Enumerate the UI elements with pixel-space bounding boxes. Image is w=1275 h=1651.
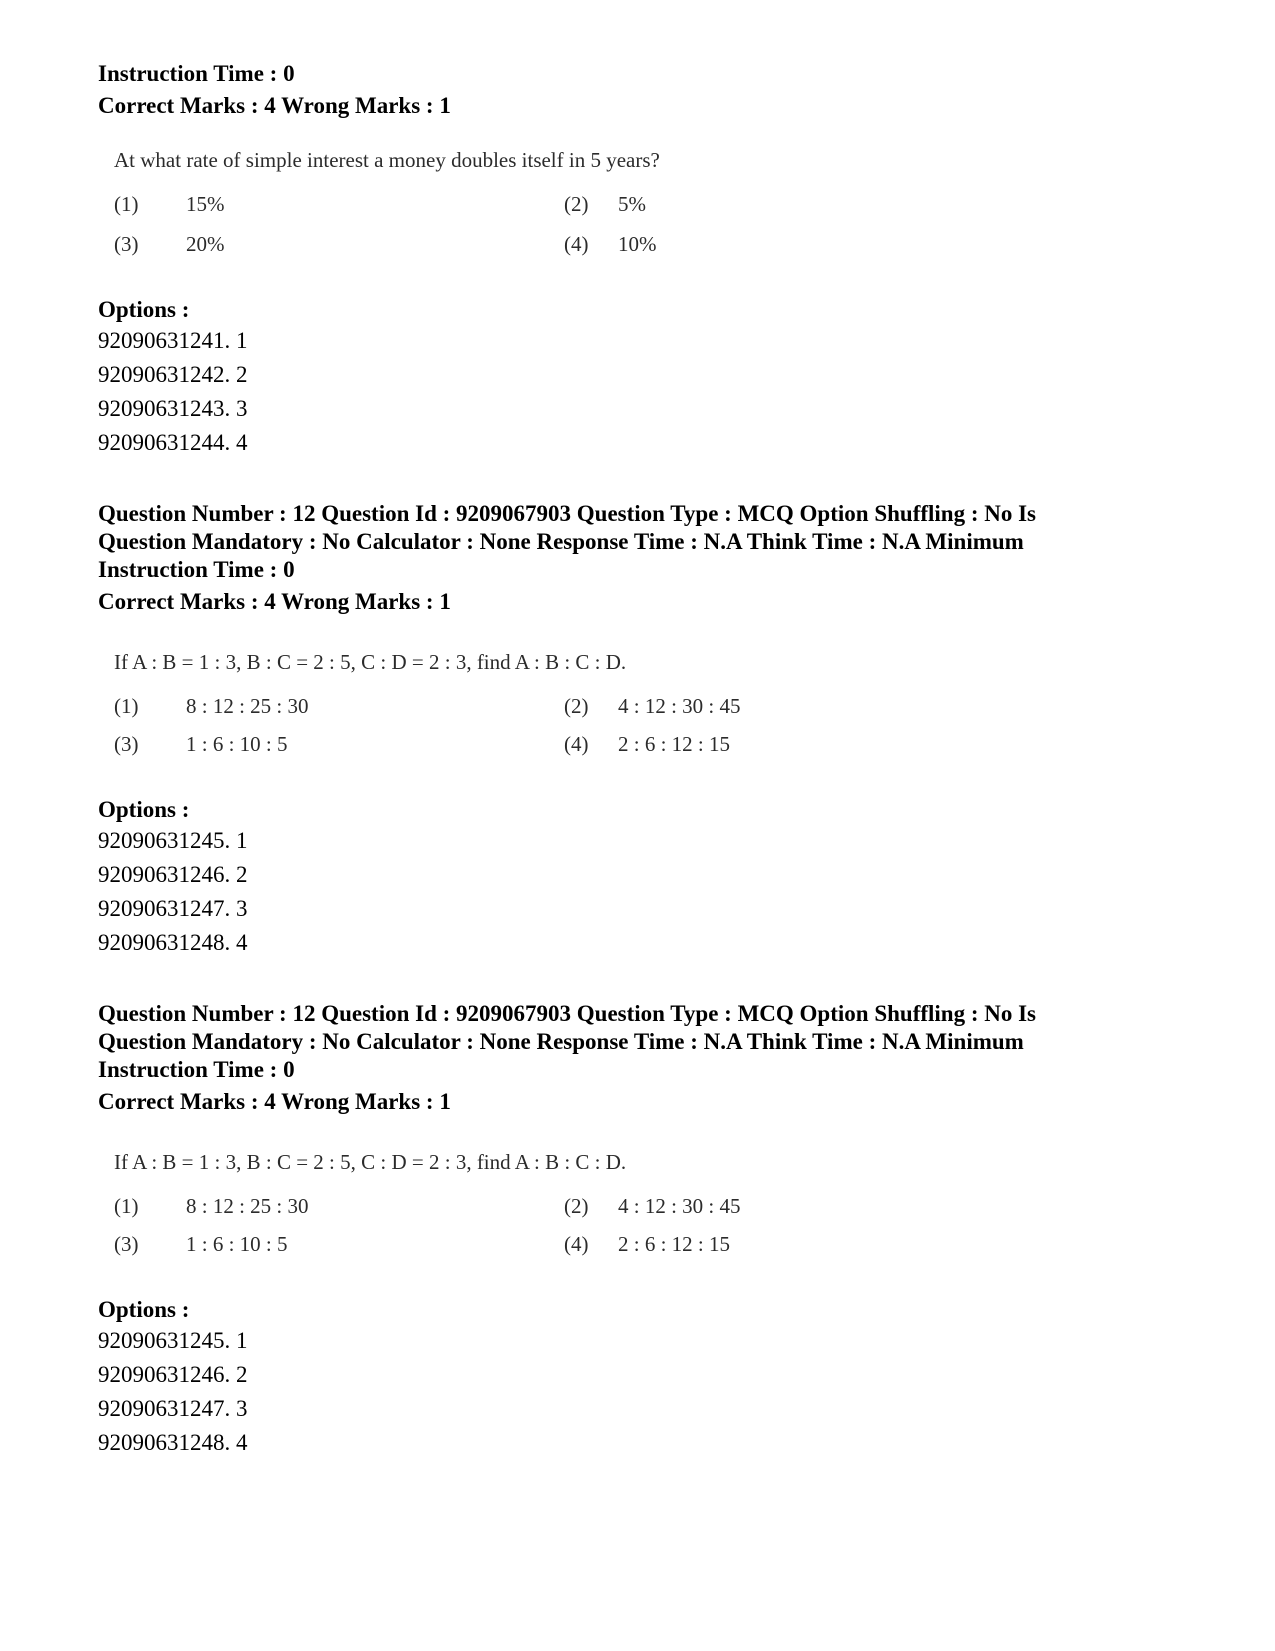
option-item: 92090631243. 3 [98, 396, 248, 421]
choice-number: (1) [114, 192, 139, 216]
question-image [114, 650, 814, 770]
meta-line: Instruction Time : 0 [98, 61, 295, 86]
marks-line: Correct Marks : 4 Wrong Marks : 1 [98, 1089, 451, 1114]
choice [564, 1194, 741, 1219]
question-text: At what rate of simple interest a money doubles itself in 5 years? [114, 148, 660, 172]
choice-text: 5% [618, 192, 646, 216]
options-title: Options : [98, 297, 190, 322]
choice-number: (4) [564, 732, 589, 756]
choice-text: 4 : 12 : 30 : 45 [618, 694, 741, 718]
choice-number: (2) [564, 192, 589, 216]
option-item: 92090631241. 1 [98, 328, 248, 353]
option-item: 92090631246. 2 [98, 862, 248, 887]
choice-text: 4 : 12 : 30 : 45 [618, 1194, 741, 1218]
choice-text: 8 : 12 : 25 : 30 [186, 694, 309, 718]
choice [564, 694, 741, 719]
option-item: 92090631242. 2 [98, 362, 248, 387]
choice-text: 8 : 12 : 25 : 30 [186, 1194, 309, 1218]
choice [114, 1232, 288, 1257]
choice [114, 694, 309, 719]
meta-line: Question Mandatory : No Calculator : None Response Time : N.A Think Time : N.A Minimum [98, 1029, 1024, 1054]
meta-line: Instruction Time : 0 [98, 1057, 295, 1082]
meta-line: Question Mandatory : No Calculator : None Response Time : N.A Think Time : N.A Minimum [98, 529, 1024, 554]
choice-number: (2) [564, 694, 589, 718]
choice [114, 232, 225, 257]
options-list [98, 296, 1198, 460]
choice [114, 192, 225, 217]
choice [564, 232, 657, 257]
choice-text: 1 : 6 : 10 : 5 [186, 1232, 288, 1256]
marks-line: Correct Marks : 4 Wrong Marks : 1 [98, 589, 451, 614]
choice-text: 20% [186, 232, 225, 256]
option-item: 92090631244. 4 [98, 430, 248, 455]
meta-line: Question Number : 12 Question Id : 9209067903 Question Type : MCQ Option Shuffling : No Is [98, 1001, 1037, 1026]
options-list [98, 1296, 1198, 1460]
meta-line: Instruction Time : 0 [98, 557, 295, 582]
question-text: If A : B = 1 : 3, B : C = 2 : 5, C : D = 2 : 3, find A : B : C : D. [114, 1150, 627, 1174]
option-item: 92090631246. 2 [98, 1362, 248, 1387]
choice-number: (4) [564, 1232, 589, 1256]
question-image [114, 148, 814, 268]
options-title: Options : [98, 1297, 190, 1322]
choice [564, 732, 730, 757]
choice [114, 732, 288, 757]
question-header [98, 500, 1198, 616]
choice [564, 1232, 730, 1257]
choice-number: (3) [114, 732, 139, 756]
meta-line: Question Number : 12 Question Id : 9209067903 Question Type : MCQ Option Shuffling : No Is [98, 501, 1037, 526]
option-item: 92090631247. 3 [98, 896, 248, 921]
choice-number: (1) [114, 1194, 139, 1218]
question-header [98, 60, 1198, 120]
question-image [114, 1150, 814, 1270]
choice [564, 192, 646, 217]
choice-number: (3) [114, 232, 139, 256]
marks-line: Correct Marks : 4 Wrong Marks : 1 [98, 93, 451, 118]
option-item: 92090631248. 4 [98, 1430, 248, 1455]
option-item: 92090631248. 4 [98, 930, 248, 955]
option-item: 92090631245. 1 [98, 1328, 248, 1353]
choice-number: (3) [114, 1232, 139, 1256]
choice-text: 10% [618, 232, 657, 256]
choice-text: 2 : 6 : 12 : 15 [618, 1232, 731, 1256]
choice-text: 2 : 6 : 12 : 15 [618, 732, 731, 756]
choice-number: (2) [564, 1194, 589, 1218]
choice-text: 1 : 6 : 10 : 5 [186, 732, 288, 756]
option-item: 92090631247. 3 [98, 1396, 248, 1421]
options-title: Options : [98, 797, 190, 822]
choice-text: 15% [186, 192, 225, 216]
question-header [98, 1000, 1198, 1116]
choice-number: (4) [564, 232, 589, 256]
choice-number: (1) [114, 694, 139, 718]
question-text: If A : B = 1 : 3, B : C = 2 : 5, C : D = 2 : 3, find A : B : C : D. [114, 650, 627, 674]
option-item: 92090631245. 1 [98, 828, 248, 853]
choice [114, 1194, 309, 1219]
options-list [98, 796, 1198, 960]
